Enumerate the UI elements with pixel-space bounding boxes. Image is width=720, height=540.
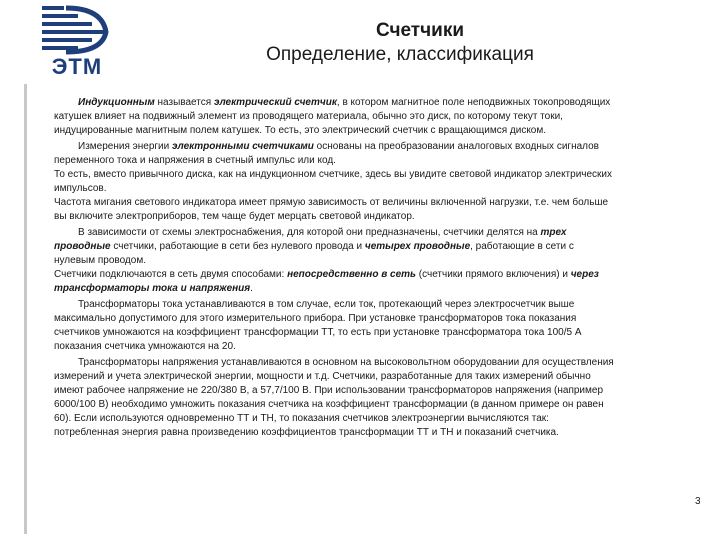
text-run: основаны на преобразовании аналоговых входных сигналов переменного тока и напряжения в счетный импульс или код. <box>54 141 599 166</box>
paragraph-current-transformers: Трансформаторы тока устанавливаются в том случае, если ток, протекающий через электросчетчик выше максимально допустимого для этого измерительного прибора. При установке трансформаторов тока показания счетчиков умножаются на коэффициент трансформации ТТ, то есть при установке трансформатора тока 100/5 А показания счетчика умножаются на 20. <box>54 299 582 352</box>
text-run: В зависимости от схемы электроснабжения, для которой они предназначены, счетчики делятся на <box>78 227 541 238</box>
paragraph-induction <box>54 96 614 138</box>
paragraph-electronic <box>54 140 614 224</box>
slide-header <box>230 20 570 66</box>
term-electric-meter: электрический счетчик <box>213 97 337 108</box>
text-run: Счетчики подключаются в сеть двумя способами: <box>54 269 288 280</box>
text-run: То есть, вместо привычного диска, как на индукционном счетчике, здесь вы увидите световой индикатор электрических импульсов. <box>54 169 613 194</box>
text-run: Частота мигания светового индикатора имеет прямую зависимость от величины включенной нагрузки, т.е. чем больше вы включите электроприборов, тем чаще будет мерцать световой индикатор. <box>54 197 609 222</box>
text-run: счетчики, работающие в сети без нулевого провода и <box>110 241 365 252</box>
paragraph-voltage-transformers: Трансформаторы напряжения устанавливаются в основном на высоковольтном оборудовании для осуществления измерений и учета электрической энергии, мощности и т.д. Счетчики, разработанные для таких измерений обычно имеют рабочее напряжение не 220/380 В, а 57,7/100 В. При использовании трансформаторов напряжения (например 6000/100 В) необходимо умножить показания счетчика на коэффициент трансформации (в данном примере он равен 60). Если используются одновременно ТТ и ТН, то показания счетчиков электроэнергии вычисляются так: потребленная энергия равна произведению коэффициентов трансформации ТТ и ТН и показаний счетчика. <box>54 357 614 438</box>
term-via-transformers: через трансформаторы тока и напряжения <box>54 269 599 294</box>
text-run: называется <box>154 97 214 108</box>
text-run: Измерения энергии <box>78 141 172 152</box>
term-three-wire: трех проводные <box>54 227 567 252</box>
term-induction: Индукционным <box>78 97 155 108</box>
left-divider-bar <box>24 84 27 534</box>
term-four-wire: четырех проводные <box>364 241 471 252</box>
logo-text: ЭТМ <box>51 54 103 79</box>
slide-title: Счетчики <box>375 20 465 41</box>
text-run: , работающие в сети с нулевым проводом. <box>54 241 574 266</box>
page-number: 3 <box>695 496 701 507</box>
etm-logo-emblem <box>42 4 112 56</box>
slide-subtitle: Определение, классификация <box>266 44 534 65</box>
text-run: (счетчики прямого включения) и <box>415 269 571 280</box>
term-electronic-meters: электронными счетчиками <box>171 141 314 152</box>
slide-body <box>54 96 614 442</box>
text-run: , в котором магнитное поле неподвижных токопроводящих катушек влияет на подвижный элемент из проводящего материала, обычно это диск, по которому текут токи, индуцированные магнитным полем катушек. То есть, это электрический счетчик с вращающимся диском. <box>54 97 611 136</box>
text-run: . <box>250 283 253 294</box>
etm-logo <box>42 4 112 78</box>
term-direct-connection: непосредственно в сеть <box>287 269 416 280</box>
paragraph-wiring <box>54 226 614 296</box>
